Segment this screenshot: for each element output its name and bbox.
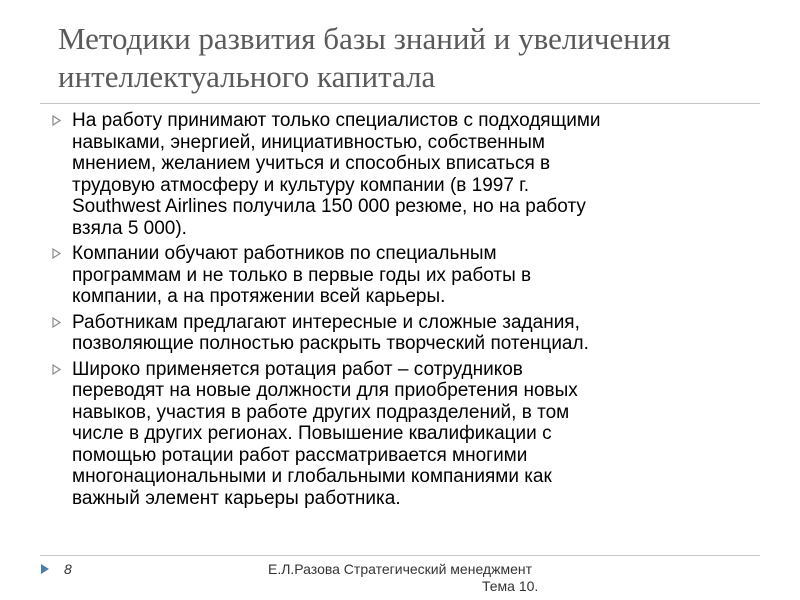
bullet-line: Работникам предлагают интересные и сложные задания, <box>72 311 580 333</box>
bullet-line: переводят на новые должности для приобретения новых <box>72 380 578 401</box>
bullet-item-hiring <box>52 110 764 239</box>
slide-title <box>58 20 778 96</box>
bullet-line: навыков, участия в работе других подразделений, в том <box>72 401 570 423</box>
footer-divider <box>40 555 760 556</box>
bullet-item-tasks <box>52 312 764 355</box>
bullet-line: многонациональными и глобальными компаниями как <box>72 466 552 487</box>
title-divider <box>40 103 760 104</box>
bullet-item-rotation <box>52 359 764 510</box>
footer-author <box>268 561 578 595</box>
hollow-triangle-bullet-icon <box>52 364 61 375</box>
bullet-line: позволяющие полностью раскрыть творческий потенциал. <box>72 333 589 354</box>
bullet-line: программам и не только в первые годы их работы в <box>72 264 532 286</box>
footer-author-line: Е.Л.Разова Стратегический менеджмент <box>268 561 533 577</box>
page-number: 8 <box>64 561 72 577</box>
bullet-line: навыками, энергией, инициативностью, собственным <box>72 131 545 153</box>
bullet-line: компании, а на протяжении всей карьеры. <box>72 286 446 307</box>
footer-topic-line: Тема 10. <box>482 578 539 594</box>
slide-title-line: Методики развития базы знаний и увеличения <box>58 21 671 56</box>
bullet-line: помощью ротации работ рассматривается многими <box>72 444 528 466</box>
bullet-line: На работу принимают только специалистов с подходящими <box>72 110 601 131</box>
bullet-line: числе в других регионах. Повышение квалификации с <box>72 423 552 444</box>
bullet-line: Компании обучают работников по специальным <box>72 243 497 264</box>
bullet-list <box>52 110 764 513</box>
bullet-line: трудовую атмосферу и культуру компании (в 1997 г. <box>72 174 530 196</box>
hollow-triangle-bullet-icon <box>52 248 61 259</box>
bullet-line: мнением, желанием учиться и способных вписаться в <box>72 153 551 174</box>
bullet-item-training <box>52 243 764 308</box>
bullet-line: важный элемент карьеры работника. <box>72 487 401 509</box>
play-arrow-icon <box>40 563 50 575</box>
hollow-triangle-bullet-icon <box>52 115 61 126</box>
bullet-line: Southwest Airlines получила 150 000 резюме, но на работу <box>72 196 586 217</box>
bullet-line: Широко применяется ротация работ – сотрудников <box>72 358 523 380</box>
bullet-line: взяла 5 000). <box>72 217 187 239</box>
slide-title-line: интеллектуального капитала <box>58 59 436 94</box>
hollow-triangle-bullet-icon <box>52 317 61 328</box>
